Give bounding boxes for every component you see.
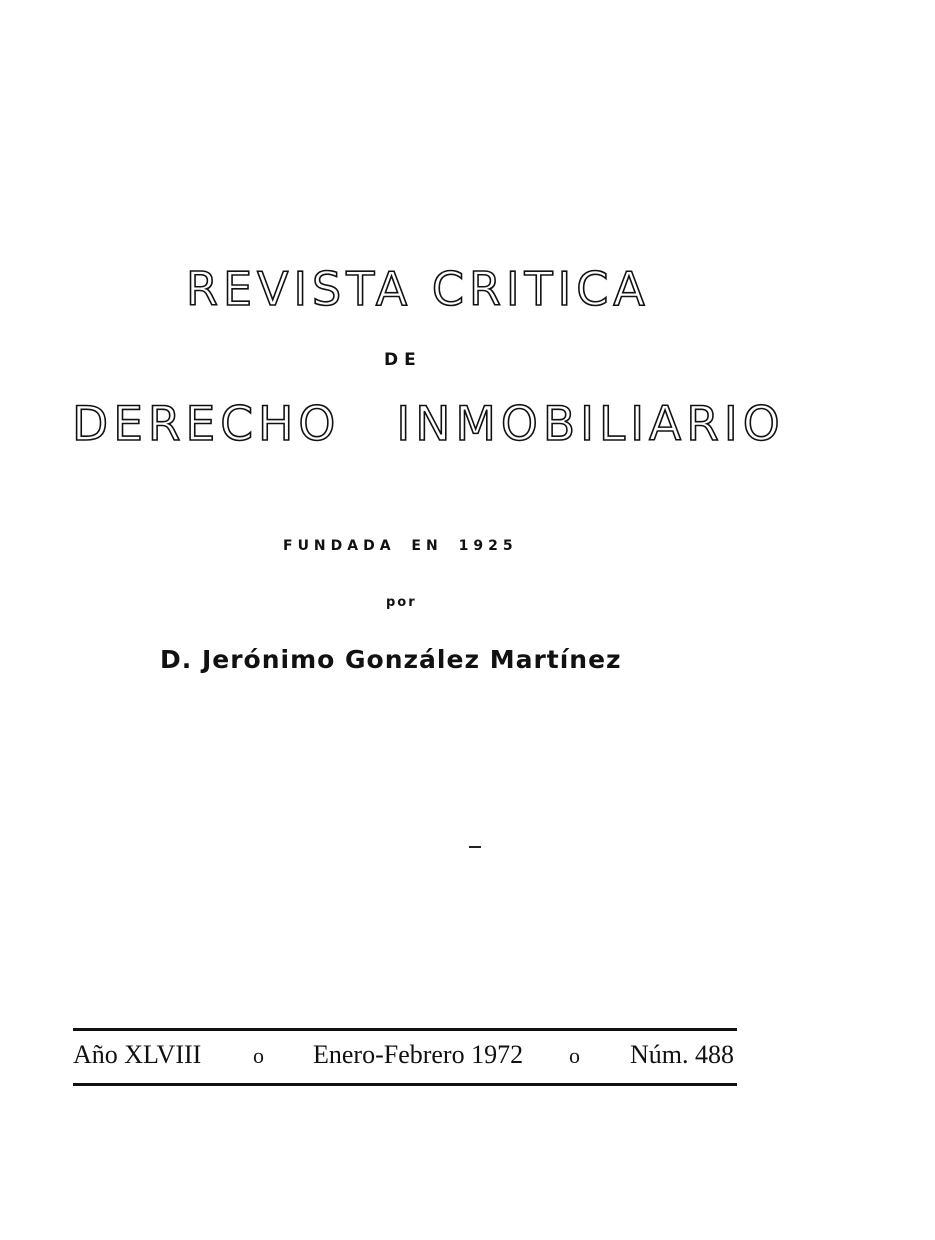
founded-by-label: por <box>386 595 417 610</box>
issue-bottom-rule <box>73 1083 737 1086</box>
issue-date: Enero-Febrero 1972 <box>313 1040 524 1069</box>
founder-name: D. Jerónimo González Martínez <box>160 645 622 674</box>
issue-separator-1: o <box>253 1043 264 1068</box>
issue-separator-2: o <box>569 1043 580 1068</box>
founded-year-text: FUNDADA EN 1925 <box>283 538 518 554</box>
center-dash-mark <box>469 846 481 848</box>
issue-info-line <box>73 1040 737 1076</box>
issue-top-rule <box>73 1028 737 1031</box>
issue-year: Año XLVIII <box>73 1040 202 1069</box>
issue-number: Núm. 488 <box>630 1040 734 1069</box>
journal-title-line-1: REVISTA CRITICA <box>186 262 650 316</box>
journal-title-line-2: DERECHO INMOBILIARIO <box>72 397 785 452</box>
journal-title-connector: DE <box>384 350 422 370</box>
